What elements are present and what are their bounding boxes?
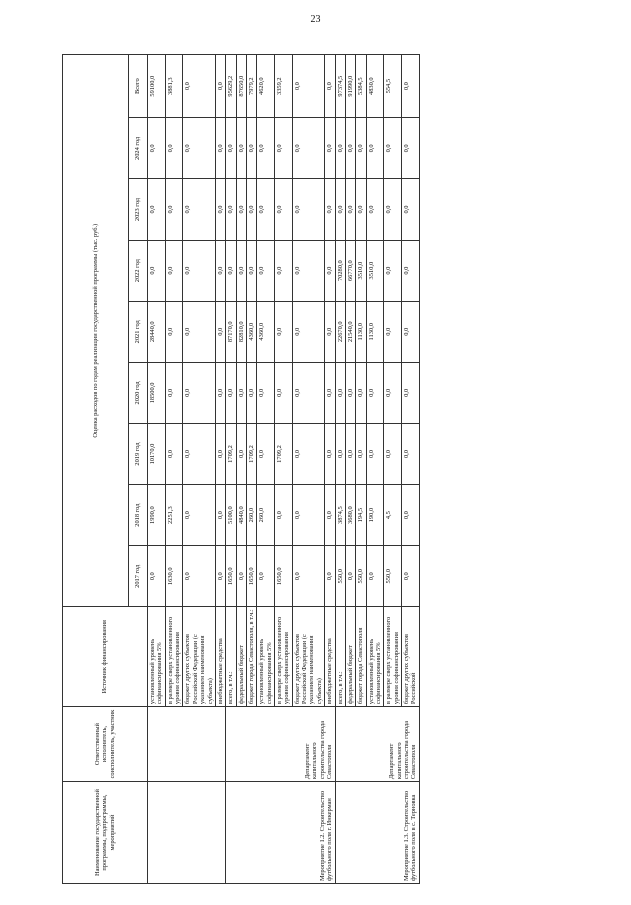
amount-cell: 0,0 <box>257 240 275 301</box>
amount-cell: 0,0 <box>215 179 225 240</box>
amount-cell: 0,0 <box>292 118 324 179</box>
amount-cell: 0,0 <box>165 362 183 423</box>
amount-cell: 0,0 <box>226 362 236 423</box>
amount-cell: 0,0 <box>257 118 275 179</box>
header-name: Наименование государственной программы, подпрограммы, мероприятий <box>63 782 148 884</box>
amount-cell: 66770,0 <box>345 240 355 301</box>
amount-cell: 0,0 <box>384 118 402 179</box>
table-row <box>226 55 236 884</box>
amount-cell: 1650,0 <box>226 546 236 607</box>
amount-cell: 0,0 <box>356 179 366 240</box>
amount-cell: 0,0 <box>325 118 335 179</box>
measure-name: Мероприятие 1.3. Строительство футбольного поля в с. Терновка <box>335 782 419 884</box>
amount-cell: 0,0 <box>356 423 366 484</box>
amount-cell: 1630,0 <box>165 546 183 607</box>
funding-source: в размере сверх установленного уровня софинансирования <box>384 607 402 707</box>
table-row <box>335 55 345 884</box>
amount-cell: 3680,0 <box>345 485 355 546</box>
amount-cell: 260,0 <box>257 485 275 546</box>
amount-cell: 0,0 <box>325 55 335 118</box>
amount-cell: 59100,0 <box>148 55 166 118</box>
amount-cell: 10170,0 <box>148 423 166 484</box>
amount-cell: 550,0 <box>384 546 402 607</box>
amount-cell: 0,0 <box>325 240 335 301</box>
header-responsible: Ответственный исполнитель, соисполнитель, участник <box>63 707 148 782</box>
amount-cell: 0,0 <box>275 301 293 362</box>
amount-cell: 0,0 <box>292 179 324 240</box>
amount-cell: 18500,0 <box>148 362 166 423</box>
amount-cell: 260,0 <box>246 485 256 546</box>
amount-cell: 0,0 <box>292 240 324 301</box>
amount-cell: 70280,0 <box>335 240 345 301</box>
amount-cell: 0,0 <box>236 118 246 179</box>
amount-cell: 0,0 <box>402 423 420 484</box>
measure-name <box>148 782 226 884</box>
amount-cell: 1130,0 <box>356 301 366 362</box>
amount-cell: 0,0 <box>148 546 166 607</box>
amount-cell: 0,0 <box>215 55 225 118</box>
amount-cell: 0,0 <box>345 179 355 240</box>
amount-cell: 0,0 <box>325 179 335 240</box>
amount-cell: 0,0 <box>366 179 384 240</box>
amount-cell: 0,0 <box>215 118 225 179</box>
funding-source: бюджет города Севастополя <box>356 607 366 707</box>
amount-cell: 0,0 <box>335 118 345 179</box>
amount-cell: 87170,0 <box>226 301 236 362</box>
amount-cell: 0,0 <box>165 423 183 484</box>
amount-cell: 1650,0 <box>246 546 256 607</box>
measure-responsible: Департамент капитального строительства города Севастополя <box>335 707 419 782</box>
funding-source: бюджет других субъектов Российской Федерации (с указанием наименования субъекта) <box>292 607 324 707</box>
amount-cell: 0,0 <box>257 362 275 423</box>
amount-cell: 0,0 <box>226 179 236 240</box>
amount-cell: 0,0 <box>215 301 225 362</box>
amount-cell: 5100,0 <box>226 485 236 546</box>
amount-cell: 1650,0 <box>275 546 293 607</box>
funding-source: всего, в т.ч.: <box>335 607 345 707</box>
amount-cell: 0,0 <box>148 240 166 301</box>
funding-source: установленный уровень софинансирования 5% <box>257 607 275 707</box>
funding-source: бюджет города Севастополя, в т.ч.: <box>246 607 256 707</box>
amount-cell: 0,0 <box>226 240 236 301</box>
amount-cell: 4830,0 <box>366 55 384 118</box>
funding-source: внебюджетные средства <box>215 607 225 707</box>
header-year: 2020 год <box>129 362 148 423</box>
amount-cell: 3510,0 <box>366 240 384 301</box>
amount-cell: 0,0 <box>384 301 402 362</box>
funding-source: в размере сверх установленного уровня софинансирования <box>165 607 183 707</box>
amount-cell: 0,0 <box>236 179 246 240</box>
amount-cell: 0,0 <box>275 362 293 423</box>
amount-cell: 0,0 <box>292 546 324 607</box>
amount-cell: 0,0 <box>183 423 215 484</box>
amount-cell: 0,0 <box>236 423 246 484</box>
amount-cell: 0,0 <box>183 485 215 546</box>
amount-cell: 4840,0 <box>236 485 246 546</box>
amount-cell: 22670,0 <box>335 301 345 362</box>
amount-cell: 0,0 <box>335 362 345 423</box>
amount-cell: 0,0 <box>236 240 246 301</box>
amount-cell: 0,0 <box>366 423 384 484</box>
amount-cell: 0,0 <box>384 179 402 240</box>
amount-cell: 0,0 <box>402 362 420 423</box>
amount-cell: 194,5 <box>356 485 366 546</box>
header-year: 2021 год <box>129 301 148 362</box>
amount-cell: 0,0 <box>148 118 166 179</box>
amount-cell: 4360,0 <box>257 301 275 362</box>
amount-cell: 0,0 <box>402 118 420 179</box>
amount-cell: 7979,2 <box>246 55 256 118</box>
amount-cell: 0,0 <box>165 240 183 301</box>
amount-cell: 0,0 <box>366 118 384 179</box>
amount-cell: 0,0 <box>325 423 335 484</box>
amount-cell: 87650,0 <box>236 55 246 118</box>
amount-cell: 0,0 <box>366 362 384 423</box>
amount-cell: 550,0 <box>356 546 366 607</box>
amount-cell: 0,0 <box>292 301 324 362</box>
amount-cell: 0,0 <box>335 179 345 240</box>
amount-cell: 0,0 <box>226 118 236 179</box>
amount-cell: 0,0 <box>183 301 215 362</box>
amount-cell: 0,0 <box>215 423 225 484</box>
amount-cell: 0,0 <box>165 179 183 240</box>
amount-cell: 0,0 <box>345 362 355 423</box>
amount-cell: 0,0 <box>384 240 402 301</box>
amount-cell: 3510,0 <box>356 240 366 301</box>
funding-source: федеральный бюджет <box>236 607 246 707</box>
amount-cell: 4620,0 <box>257 55 275 118</box>
amount-cell: 0,0 <box>148 179 166 240</box>
amount-cell: 0,0 <box>356 362 366 423</box>
amount-cell: 0,0 <box>325 546 335 607</box>
amount-cell: 0,0 <box>366 546 384 607</box>
amount-cell: 0,0 <box>325 485 335 546</box>
amount-cell: 0,0 <box>402 485 420 546</box>
amount-cell: 3874,5 <box>335 485 345 546</box>
amount-cell: 554,5 <box>384 55 402 118</box>
amount-cell: 0,0 <box>246 362 256 423</box>
financing-table <box>62 54 420 884</box>
amount-cell: 3881,3 <box>165 55 183 118</box>
amount-cell: 550,0 <box>335 546 345 607</box>
header-year: Всего <box>129 55 148 118</box>
header-source: Источник финансирования <box>63 607 148 707</box>
measure-responsible <box>148 707 226 782</box>
amount-cell: 0,0 <box>325 362 335 423</box>
amount-cell: 0,0 <box>384 423 402 484</box>
header-year: 2018 год <box>129 485 148 546</box>
funding-source: бюджет других субъектов Российской Федерации (с указанием наименования субъекта) <box>183 607 215 707</box>
amount-cell: 0,0 <box>292 362 324 423</box>
header-estimate: Оценка расходов по годам реализации государственной программы (тыс. руб.) <box>63 55 129 607</box>
amount-cell: 0,0 <box>183 179 215 240</box>
table-row <box>148 55 166 884</box>
amount-cell: 4360,0 <box>246 301 256 362</box>
amount-cell: 0,0 <box>335 423 345 484</box>
amount-cell: 0,0 <box>356 118 366 179</box>
amount-cell: 0,0 <box>402 301 420 362</box>
amount-cell: 0,0 <box>183 546 215 607</box>
funding-source: установленный уровень софинансирования 5% <box>148 607 166 707</box>
amount-cell: 0,0 <box>275 485 293 546</box>
funding-source: внебюджетные средства <box>325 607 335 707</box>
amount-cell: 0,0 <box>246 118 256 179</box>
amount-cell: 0,0 <box>402 546 420 607</box>
amount-cell: 0,0 <box>292 55 324 118</box>
amount-cell: 0,0 <box>215 362 225 423</box>
amount-cell: 91990,0 <box>345 55 355 118</box>
amount-cell: 0,0 <box>183 240 215 301</box>
amount-cell: 82810,0 <box>236 301 246 362</box>
header-year: 2024 год <box>129 118 148 179</box>
header-year: 2019 год <box>129 423 148 484</box>
amount-cell: 0,0 <box>183 362 215 423</box>
amount-cell: 21540,0 <box>345 301 355 362</box>
amount-cell: 0,0 <box>292 485 324 546</box>
funding-source: в размере сверх установленного уровня софинансирования <box>275 607 293 707</box>
amount-cell: 0,0 <box>183 118 215 179</box>
header-year: 2023 год <box>129 179 148 240</box>
amount-cell: 0,0 <box>215 240 225 301</box>
page-number: 23 <box>310 14 321 25</box>
amount-cell: 0,0 <box>345 423 355 484</box>
amount-cell: 0,0 <box>292 423 324 484</box>
table-body <box>148 55 420 884</box>
amount-cell: 5384,5 <box>356 55 366 118</box>
header-year: 2022 год <box>129 240 148 301</box>
funding-source: установленный уровень софинансирования 5% <box>366 607 384 707</box>
amount-cell: 0,0 <box>215 485 225 546</box>
amount-cell: 0,0 <box>236 546 246 607</box>
rotated-table <box>62 54 620 884</box>
amount-cell: 97374,5 <box>335 55 345 118</box>
amount-cell: 0,0 <box>384 362 402 423</box>
amount-cell: 0,0 <box>215 546 225 607</box>
amount-cell: 0,0 <box>246 240 256 301</box>
amount-cell: 0,0 <box>345 546 355 607</box>
amount-cell: 28440,0 <box>148 301 166 362</box>
amount-cell: 0,0 <box>257 423 275 484</box>
amount-cell: 1709,2 <box>246 423 256 484</box>
funding-source: бюджет других субъектов Российской <box>402 607 420 707</box>
amount-cell: 2251,3 <box>165 485 183 546</box>
amount-cell: 1709,2 <box>226 423 236 484</box>
amount-cell: 0,0 <box>325 301 335 362</box>
amount-cell: 4,5 <box>384 485 402 546</box>
amount-cell: 190,0 <box>366 485 384 546</box>
amount-cell: 0,0 <box>402 240 420 301</box>
amount-cell: 95629,2 <box>226 55 236 118</box>
funding-source: всего, в т.ч.: <box>226 607 236 707</box>
amount-cell: 0,0 <box>257 546 275 607</box>
amount-cell: 0,0 <box>275 118 293 179</box>
amount-cell: 1990,0 <box>148 485 166 546</box>
amount-cell: 0,0 <box>345 118 355 179</box>
amount-cell: 0,0 <box>165 301 183 362</box>
header-year: 2017 год <box>129 546 148 607</box>
amount-cell: 1130,0 <box>366 301 384 362</box>
amount-cell: 0,0 <box>402 55 420 118</box>
amount-cell: 0,0 <box>275 240 293 301</box>
amount-cell: 0,0 <box>183 55 215 118</box>
amount-cell: 3359,2 <box>275 55 293 118</box>
measure-responsible: Департамент капитального строительства города Севастополя <box>226 707 335 782</box>
amount-cell: 0,0 <box>165 118 183 179</box>
amount-cell: 1709,2 <box>275 423 293 484</box>
amount-cell: 0,0 <box>275 179 293 240</box>
amount-cell: 0,0 <box>402 179 420 240</box>
rotated-table-area <box>62 54 620 884</box>
measure-name: Мероприятие 1.2. Строительство футбольного поля г. Инкерман <box>226 782 335 884</box>
funding-source: федеральный бюджет <box>345 607 355 707</box>
amount-cell: 0,0 <box>257 179 275 240</box>
amount-cell: 0,0 <box>246 179 256 240</box>
amount-cell: 0,0 <box>236 362 246 423</box>
